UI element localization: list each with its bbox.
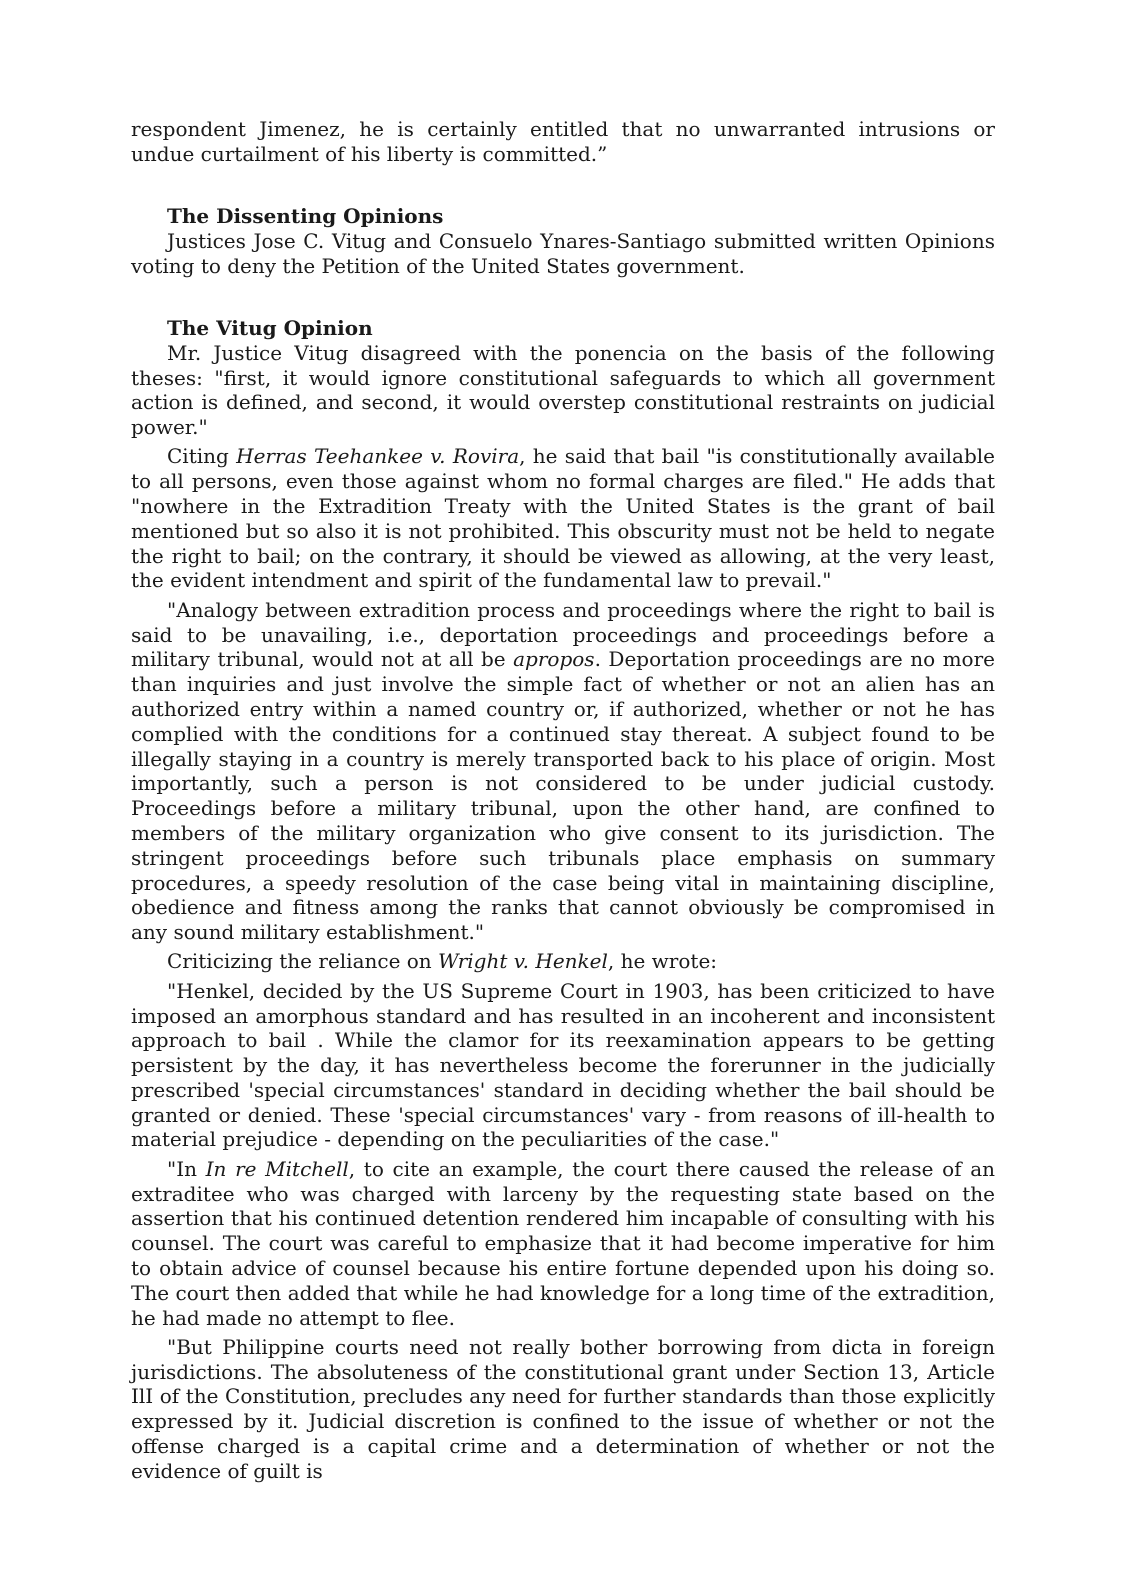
intro-text: respondent Jimenez, he is certainly entitled that no unwarranted intrusions or undue curtailment of his liberty is committed.” (131, 117, 995, 166)
section-gap (131, 283, 995, 316)
vitug-paragraph-philippine-courts: "But Philippine courts need not really bother borrowing from dicta in foreign jurisdictions. The absoluteness of the constitutional grant under Section 13, Article IlI of the Constitution, precludes any need for further standards than those explicitly expressed by it. Judicial discretion is confined to the issue of whether or not the offense charged is a capital crime and a determination of whether or not the evidence of guilt is (131, 1334, 995, 1483)
case-citation: In re Mitchell (205, 1156, 349, 1181)
text-run: , to cite an example, the court there caused the release of an extraditee who was charged with larceny by the requesting state based on the assertion that his continued detention rendered him incapable of consulting with his counsel. The court was careful to emphasize that it had become imperative for him to obtain advice of counsel because his entire fortune depended upon his doing so. The court then added that while he had knowledge for a long time of the extradition, he had made no attempt to flee. (131, 1156, 996, 1330)
document-page (131, 117, 995, 1488)
section-gap (131, 171, 995, 204)
case-citation: Wright v. Henkel (438, 949, 608, 974)
text-run: . Deportation proceedings are no more than inquiries and just involve the simple fact of whether or not an alien has an authorized entry within a named country or, if authorized, whether or not he has complied with the conditions for a continued stay thereat. A subject found to be illegally staying in a country is merely transported back to his place of origin. Most importantly, such a person is not considered to be under judicial custody. Proceedings before a military tribunal, upon the other hand, are confined to members of the military organization who give consent to its jurisdiction. The stringent proceedings before such tribunals place emphasis on summary procedures, a speedy resolution of the case being vital in maintaining discipline, obedience and fitness among the ranks that cannot obviously be compromised in any sound military establishment." (131, 647, 995, 945)
text-run: "In (167, 1156, 206, 1181)
italic-term: apropos (513, 647, 595, 672)
vitug-paragraph-bail (131, 444, 995, 593)
case-citation: Herras Teehankee v. Rovira (236, 444, 520, 469)
vitug-opinion-heading: The Vitug Opinion (167, 315, 373, 340)
text-run: Criticizing the reliance on (167, 949, 439, 974)
text-run: , he said that bail "is constitutionally available to all persons, even those against whom no formal charges are filed." He adds that "nowhere in the Extradition Treaty with the United States is the grant of bail mentioned but so also it is not prohibited. This obscurity must not be held to negate the right to bail; on the contrary, it should be viewed as allowing, at the very least, the evident intendment and spirit of the fundamental law to prevail." (131, 444, 995, 593)
intro-paragraph (131, 117, 995, 167)
vitug-paragraph-henkel-intro (131, 949, 995, 974)
text-run: "Analogy between extradition process and proceedings where the right to bail is said to be unavailing, i.e., deportation proceedings and proceedings before a military tribunal, would not at all be (131, 597, 995, 672)
vitug-paragraph-analogy (131, 598, 995, 945)
dissenting-opinions-heading: The Dissenting Opinions (167, 204, 444, 229)
text-run: Citing (167, 444, 237, 469)
vitug-paragraph-henkel-quote: "Henkel, decided by the US Supreme Court in 1903, has been criticized to have imposed an amorphous standard and has resulted in an incoherent and inconsistent approach to bail . While the clamor for its reexamination appears to be getting persistent by the day, it has nevertheless become the forerunner in the judicially prescribed 'special circumstances' standard in deciding whether the bail should be granted or denied. These 'special circumstances' vary - from reasons of ill-health to material prejudice - depending on the peculiarities of the case." (131, 978, 995, 1152)
text-run: , he wrote: (607, 949, 718, 974)
dissenting-opinions-paragraph: Justices Jose C. Vitug and Consuelo Ynares-Santiago submitted written Opinions voting to deny the Petition of the United States government. (131, 228, 995, 278)
vitug-paragraph-theses: Mr. Justice Vitug disagreed with the ponencia on the basis of the following theses: "first, it would ignore constitutional safeguards to which all government action is defined, and second, it would overstep constitutional restraints on judicial power." (131, 340, 995, 440)
vitug-paragraph-mitchell (131, 1157, 995, 1331)
